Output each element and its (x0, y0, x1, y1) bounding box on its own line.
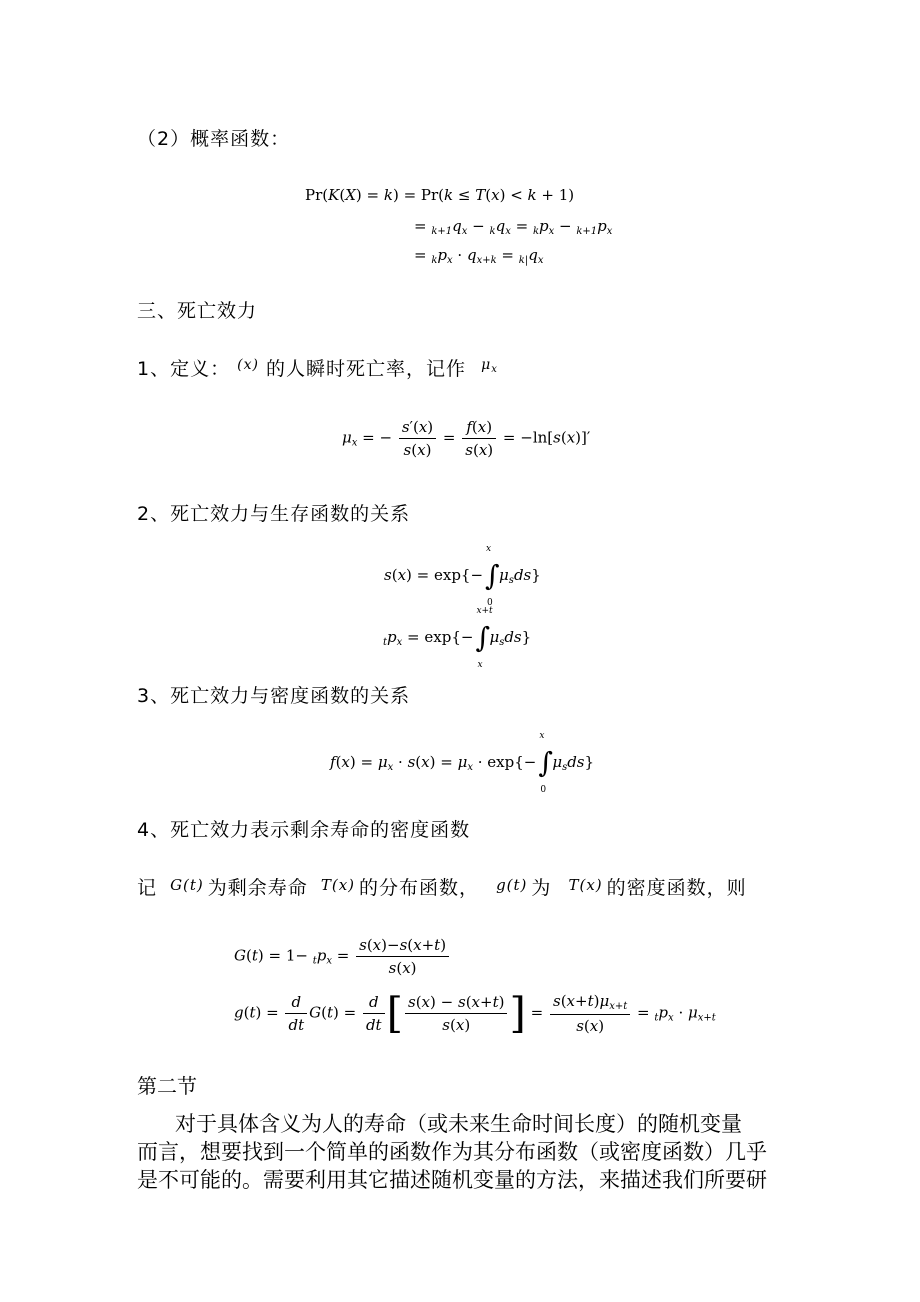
item1-mu: μx (481, 357, 498, 375)
equation-density-from-mu: $f(x) = \mu_x \cdot s(x) = \mu_x \cdot \exp\{-$ x ∫ 0 $\mu_sds$} (330, 731, 595, 795)
item4-text-c: 的分布函数， (359, 877, 480, 899)
equation-tpx-from-mu: $_tp_x = \exp\{-$ x+t ∫ x $\mu_sds$} (383, 606, 532, 670)
section2-paragraph-line3: 是不可能的。需要利用其它描述随机变量的方法，来描述我们所要研 (137, 1168, 767, 1192)
heading-probability-function: （2）概率函数： (137, 128, 291, 150)
equation-prob-line1: Pr(K(X) = k) = Pr(k ≤ T(x) < k + 1) (305, 186, 575, 204)
equation-prob-line2: = $_{k+1}q_x - _kq_x = _kp_x - _{k+1}p_x$ (414, 217, 613, 237)
section2-heading: 第二节 (137, 1074, 197, 1098)
item1-inline-x: (x) (237, 357, 259, 373)
equation-Gt: $G(t) = 1- _tp_x$ = $\frac{s(x)-s(x+t)}{s(x)}$ (234, 936, 451, 977)
item4-Gt: G(t) (170, 876, 204, 894)
section2-paragraph-line2: 而言，想要找到一个简单的函数作为其分布函数（或密度函数）几乎 (137, 1140, 767, 1164)
item1-definition (137, 354, 498, 381)
item4-text-e: 的密度函数，则 (606, 877, 747, 899)
item4-Tx: T(x) (320, 876, 356, 894)
equation-survival-from-mu: s(x) = exp{− x ∫ 0 $\mu_sds$} (384, 544, 541, 608)
equation-prob-line3: = $_kp_x \cdot q_{x+k} = _{k|}q_x$ (414, 246, 544, 266)
equation-gt: g(t) = $\frac{d}{dt}$ G(t) = $\frac{d}{dt}$ [ $\frac{s(x) - s(x+t)}{s(x)}$ ] = $\frac{s(x+t)\mu_{x+t}}{s(x)}$ = $_tp_x \cdot \mu_{x+t}$ (234, 988, 716, 1038)
item4-text-a: 记 (137, 877, 158, 899)
item4-text-b: 为剩余寿命 (207, 877, 308, 899)
item4-heading: 4、死亡效力表示剩余寿命的密度函数 (137, 819, 471, 841)
item4-gt: g(t) (496, 876, 528, 894)
item1-text: 的人瞬时死亡率，记作 (266, 358, 467, 380)
section2-paragraph-line1: 对于具体含义为人的寿命（或未来生命时间长度）的随机变量 (175, 1112, 742, 1136)
item2-heading: 2、死亡效力与生存函数的关系 (137, 503, 411, 525)
item4-text-d: 为 (531, 877, 552, 899)
item4-definition-line (137, 873, 747, 900)
equation-mu-definition: $\mu_x$ = − $\frac{s'(x)}{s(x)}$ = $\frac{f(x)}{s(x)}$ = −ln[s(x)]′ (342, 418, 591, 459)
item1-prefix: 1、定义： (137, 358, 231, 380)
item4-Tx2: T(x) (568, 876, 603, 894)
heading-force-of-mortality: 三、死亡效力 (137, 300, 258, 322)
item3-heading: 3、死亡效力与密度函数的关系 (137, 685, 411, 707)
